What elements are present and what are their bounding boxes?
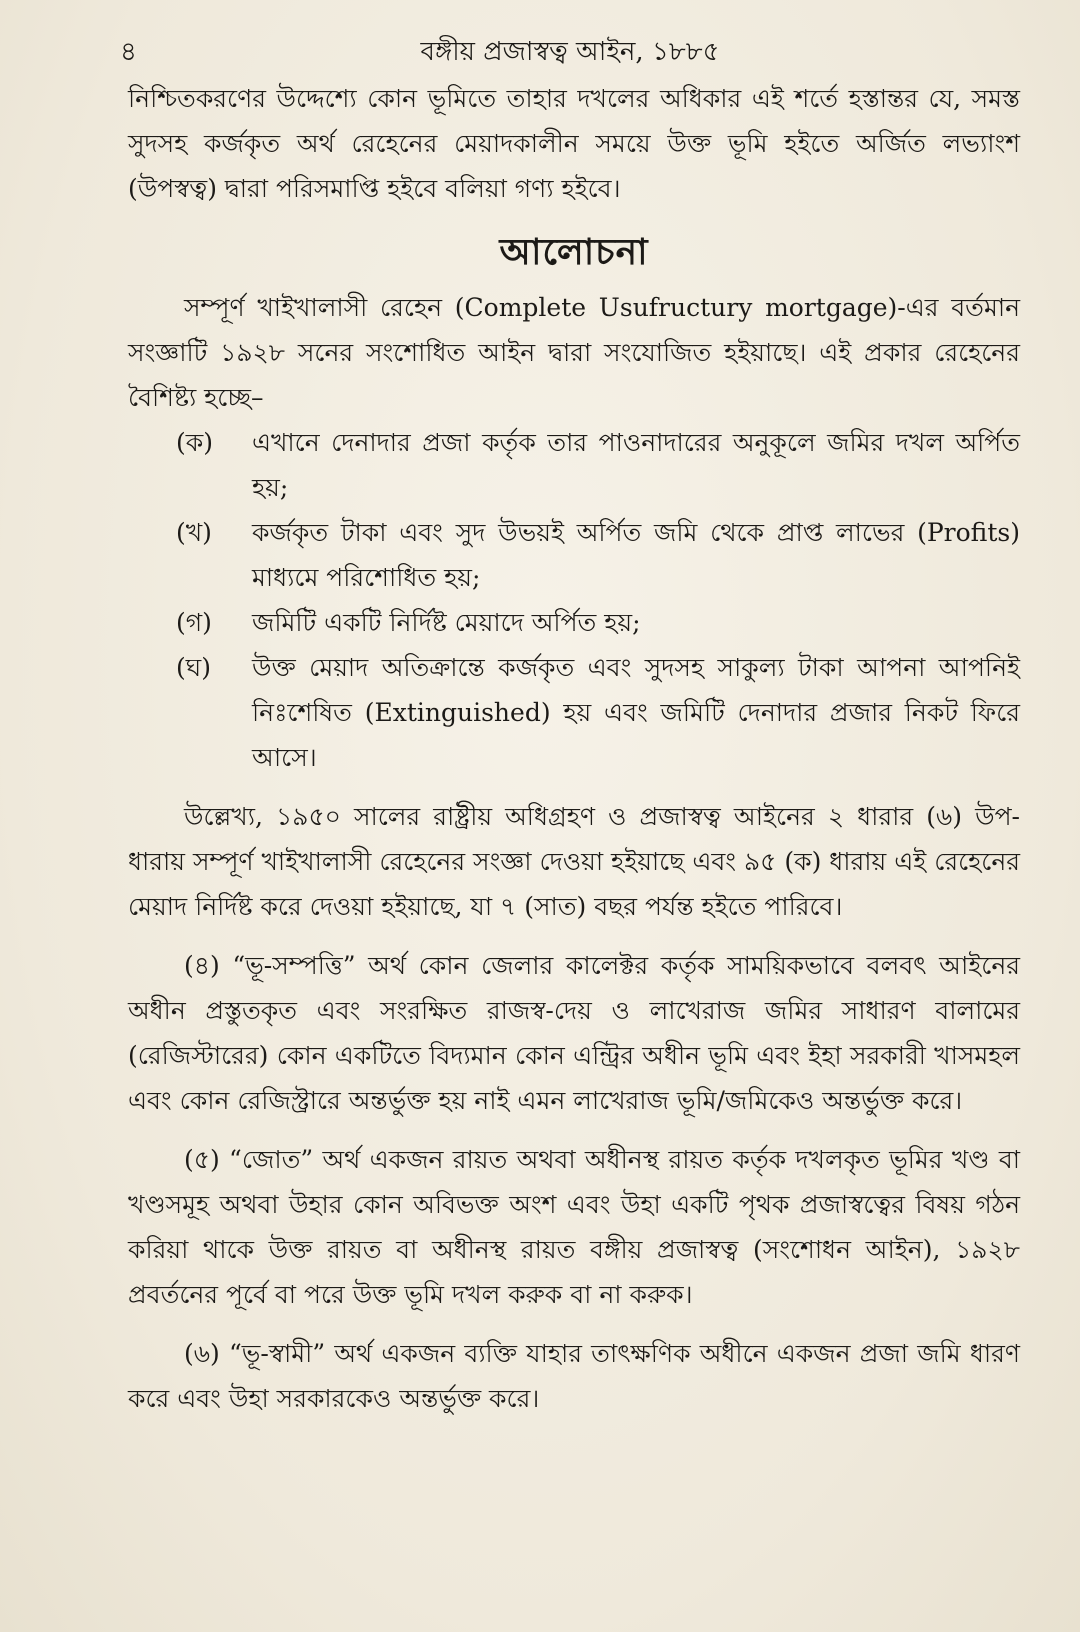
list-marker: (ক) — [176, 428, 213, 457]
list-marker: (খ) — [176, 518, 212, 547]
list-item — [128, 645, 1020, 780]
list-marker: (ঘ) — [176, 653, 211, 682]
page-number: ৪ — [120, 37, 137, 67]
list-item-text: উক্ত মেয়াদ অতিক্রান্তে কর্জকৃত এবং সুদসহ সাকুল্য টাকা আপনা আপনিই নিঃশেষিত (Extinguished) হয় এবং জমিটি দেনাদার প্রজার নিকট ফিরে আসে। — [252, 653, 1020, 772]
list-item-text: এখানে দেনাদার প্রজা কর্তৃক তার পাওনাদারের অনুকূলে জমির দখল অর্পিত হয়; — [252, 428, 1020, 502]
opening-paragraph: নিশ্চিতকরণের উদ্দেশ্যে কোন ভূমিতে তাহার দখলের অধিকার এই শর্তে হস্তান্তর যে, সমস্ত সুদসহ কর্জকৃত অর্থ রেহেনের মেয়াদকালীন সময়ে উক্ত ভূমি হইতে অর্জিত লভ্যাংশ (উপস্বত্ব) দ্বারা পরিসমাপ্তি হইবে বলিয়া গণ্য হইবে। — [128, 84, 1020, 203]
intro-paragraph: সম্পূর্ণ খাইখালাসী রেহেন (Complete Usufructury mortgage)-এর বর্তমান সংজ্ঞাটি ১৯২৮ সনের সংশোধিত আইন দ্বারা সংযোজিত হইয়াছে। এই প্রকার রেহেনের বৈশিষ্ট্য হচ্ছে– — [128, 293, 1020, 412]
list-item-text: জমিটি একটি নির্দিষ্ট মেয়াদে অর্পিত হয়; — [252, 608, 641, 637]
running-title: বঙ্গীয় প্রজাস্বত্ব আইন, ১৮৮৫ — [420, 37, 720, 67]
list-marker: (গ) — [176, 608, 212, 637]
section-heading: আলোচনা — [499, 231, 649, 273]
definition-4: (৪) “ভূ-সম্পত্তি” অর্থ কোন জেলার কালেক্টর কর্তৃক সাময়িকভাবে বলবৎ আইনের অধীন প্রস্তুতকৃত এবং সংরক্ষিত রাজস্ব-দেয় ও লাখেরাজ জমির সাধারণ বালামের (রেজিস্টারের) কোন একটিতে বিদ্যমান কোন এন্ট্রির অধীন ভূমি এবং ইহা সরকারী খাসমহল এবং কোন রেজিস্ট্রারে অন্তর্ভুক্ত হয় নাই এমন লাখেরাজ ভূমি/জমিকেও অন্তর্ভুক্ত করে। — [128, 951, 1020, 1115]
list-item-text: কর্জকৃত টাকা এবং সুদ উভয়ই অর্পিত জমি থেকে প্রাপ্ত লাভের (Profits) মাধ্যমে পরিশোধিত হয়; — [252, 518, 1020, 592]
list-item — [128, 420, 1020, 510]
page-header — [120, 32, 1020, 72]
list-item — [128, 600, 1020, 645]
definition-5: (৫) “জোত” অর্থ একজন রায়ত অথবা অধীনস্থ রায়ত কর্তৃক দখলকৃত ভূমির খণ্ড বা খণ্ডসমূহ অথবা উহার কোন অবিভক্ত অংশ এবং উহা একটি পৃথক প্রজাস্বত্বের বিষয় গঠন করিয়া থাকে উক্ত রায়ত বা অধীনস্থ রায়ত বঙ্গীয় প্রজাস্বত্ব (সংশোধন আইন), ১৯২৮ প্রবর্তনের পূর্বে বা পরে উক্ত ভূমি দখল করুক বা না করুক। — [128, 1145, 1020, 1309]
list-item — [128, 510, 1020, 600]
page-body — [128, 76, 1020, 1421]
definition-6: (৬) “ভূ-স্বামী” অর্থ একজন ব্যক্তি যাহার তাৎক্ষণিক অধীনে একজন প্রজা জমি ধারণ করে এবং উহা সরকারকেও অন্তর্ভুক্ত করে। — [128, 1339, 1020, 1413]
note-paragraph: উল্লেখ্য, ১৯৫০ সালের রাষ্ট্রীয় অধিগ্রহণ ও প্রজাস্বত্ব আইনের ২ ধারার (৬) উপ-ধারায় সম্পূর্ণ খাইখালাসী রেহেনের সংজ্ঞা দেওয়া হইয়াছে এবং ৯৫ (ক) ধারায় এই রেহেনের মেয়াদ নির্দিষ্ট করে দেওয়া হইয়াছে, যা ৭ (সাত) বছর পর্যন্ত হইতে পারিবে। — [128, 802, 1020, 921]
